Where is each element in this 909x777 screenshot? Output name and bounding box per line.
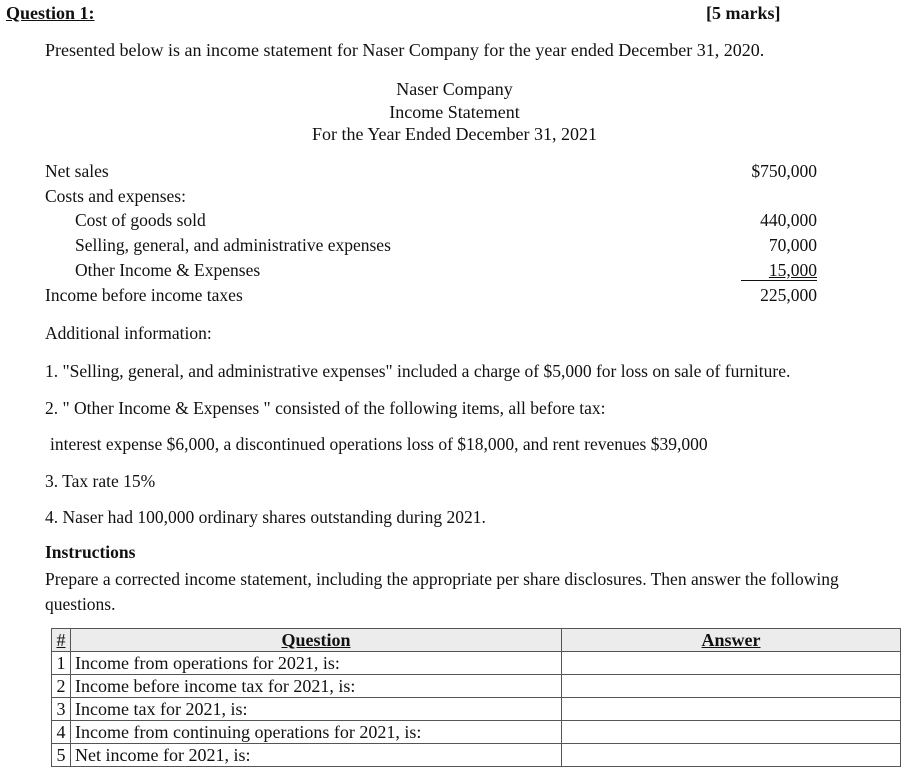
row-question: Income tax for 2021, is: <box>71 698 562 721</box>
table-row <box>52 675 901 698</box>
row-amount: 440,000 <box>760 210 817 230</box>
row-amount: 225,000 <box>760 285 817 305</box>
row-number: 2 <box>52 675 71 698</box>
qa-table <box>51 628 901 767</box>
row-number: 4 <box>52 721 71 744</box>
row-number: 5 <box>52 744 71 767</box>
row-number: 1 <box>52 652 71 675</box>
row-question: Income before income tax for 2021, is: <box>71 675 562 698</box>
row-number: 3 <box>52 698 71 721</box>
statement-period: For the Year Ended December 31, 2021 <box>312 124 597 144</box>
table-row <box>52 744 901 767</box>
instructions-heading: Instructions <box>45 542 136 562</box>
table-row <box>52 721 901 744</box>
col-header-number: # <box>52 629 71 652</box>
question-title: Question 1: <box>6 3 95 23</box>
info-item: 3. Tax rate 15% <box>45 471 156 491</box>
company-name: Naser Company <box>396 79 513 99</box>
row-label: Selling, general, and administrative expenses <box>75 235 391 255</box>
col-header-answer: Answer <box>562 629 901 652</box>
additional-heading: Additional information: <box>45 323 212 343</box>
row-label: Other Income & Expenses <box>75 260 261 280</box>
answer-cell[interactable] <box>562 744 901 767</box>
row-label: Income before income taxes <box>45 285 243 305</box>
answer-cell[interactable] <box>562 698 901 721</box>
statement-title: Income Statement <box>389 102 520 122</box>
info-item: 1. "Selling, general, and administrative expenses" included a charge of $5,000 for loss on sale of furniture. <box>45 361 791 381</box>
info-item: 4. Naser had 100,000 ordinary shares outstanding during 2021. <box>45 507 486 527</box>
answer-cell[interactable] <box>562 652 901 675</box>
table-row <box>52 652 901 675</box>
marks-label: [5 marks] <box>706 3 781 23</box>
row-label: Costs and expenses: <box>45 186 186 206</box>
row-question: Net income for 2021, is: <box>71 744 562 767</box>
row-amount: $750,000 <box>751 161 817 181</box>
table-header-row <box>52 629 901 652</box>
row-question: Income from continuing operations for 2021, is: <box>71 721 562 744</box>
row-label: Cost of goods sold <box>75 210 206 230</box>
answer-cell[interactable] <box>562 721 901 744</box>
row-amount: 70,000 <box>768 235 817 255</box>
underline-rule <box>741 280 817 281</box>
row-label: Net sales <box>45 161 109 181</box>
row-amount: 15,000 <box>768 260 817 280</box>
intro-text: Presented below is an income statement for Naser Company for the year ended December 31, 2020. <box>45 40 765 60</box>
instructions-text: Prepare a corrected income statement, including the appropriate per share disclosures. Then answer the following questions. <box>45 569 839 614</box>
answer-cell[interactable] <box>562 675 901 698</box>
table-row <box>52 698 901 721</box>
col-header-question: Question <box>71 629 562 652</box>
info-item: interest expense $6,000, a discontinued operations loss of $18,000, and rent revenues $39,000 <box>50 434 708 454</box>
row-question: Income from operations for 2021, is: <box>71 652 562 675</box>
info-item: 2. " Other Income & Expenses " consisted of the following items, all before tax: <box>45 398 606 418</box>
